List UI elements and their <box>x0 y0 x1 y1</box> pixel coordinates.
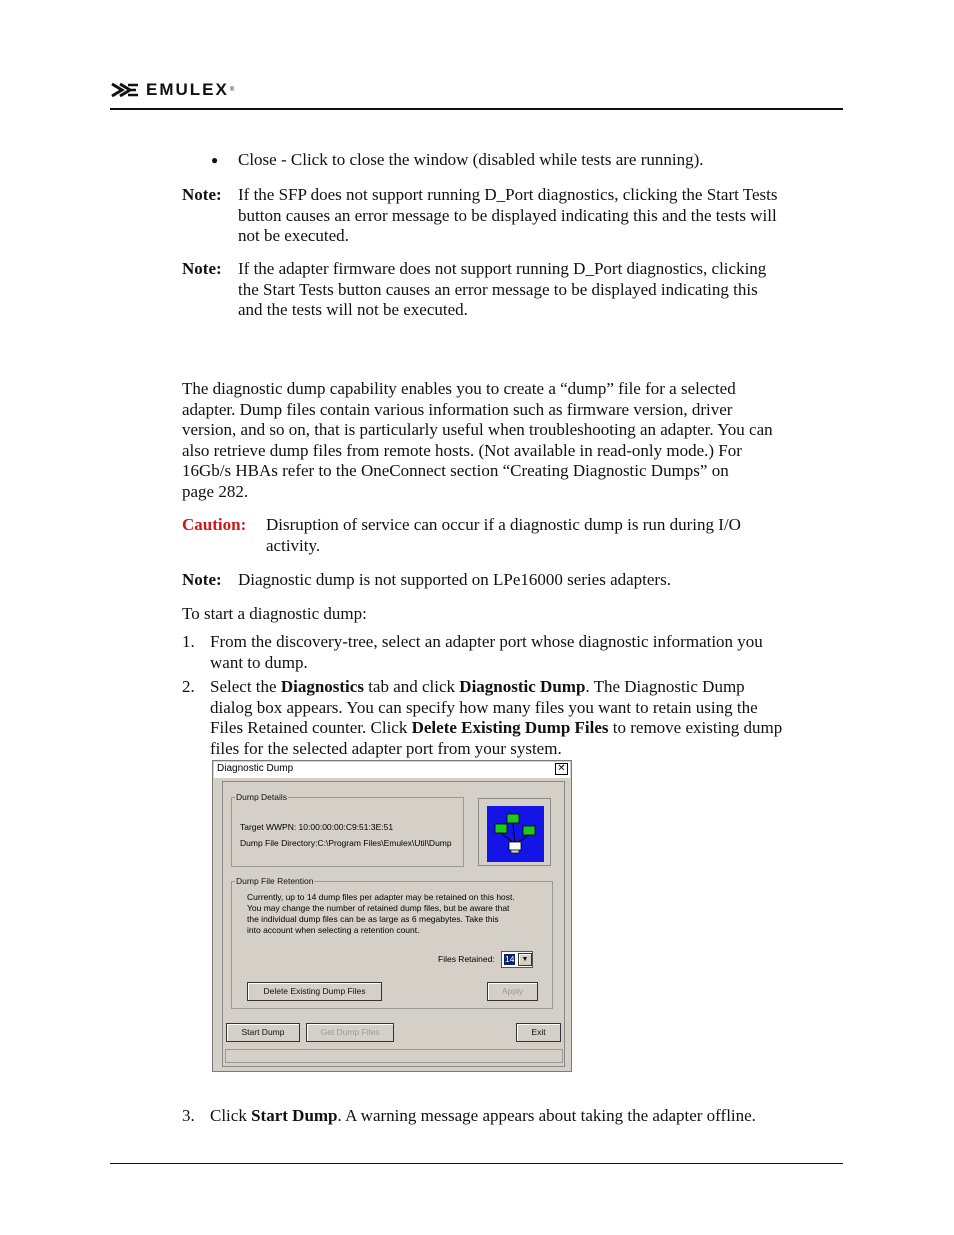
note3-text: Diagnostic dump is not supported on LPe16000 series adapters. <box>238 570 671 589</box>
target-wwpn: Target WWPN: 10:00:00:00:C9:51:3E:51 <box>240 822 394 832</box>
step3-text <box>210 1106 756 1127</box>
apply-button[interactable]: Apply <box>487 982 538 1001</box>
step2-line3 <box>210 718 782 739</box>
note2-line: If the adapter firmware does not support running D_Port diagnostics, clicking <box>238 259 767 278</box>
note3-label: Note: <box>182 570 222 589</box>
note1-line: If the SFP does not support running D_Port diagnostics, clicking the Start Tests <box>238 185 778 204</box>
dialog-status-bar <box>225 1049 563 1063</box>
chevron-down-icon[interactable]: ▼ <box>518 953 532 966</box>
intro-line: version, and so on, that is particularly useful when troubleshooting an adapter. You can <box>182 420 773 439</box>
retention-text <box>247 892 515 936</box>
delete-existing-dump-files-button[interactable]: Delete Existing Dump Files <box>247 982 382 1001</box>
intro-line: also retrieve dump files from remote hosts. (Not available in read-only mode.) For <box>182 440 742 460</box>
step1-text <box>210 632 763 673</box>
step2-number: 2. <box>182 677 195 696</box>
note2-line: and the tests will not be executed. <box>238 300 468 319</box>
emulex-logo-icon <box>110 82 140 98</box>
network-diagram-icon <box>487 806 544 862</box>
logo-tm: ® <box>229 87 235 93</box>
step2-l3b: Delete Existing Dump Files <box>411 718 609 737</box>
note1-line: button causes an error message to be displayed indicating this and the tests will <box>238 205 777 225</box>
note1-label: Note: <box>182 185 222 204</box>
step3-b: Start Dump <box>251 1106 338 1125</box>
intro-line: adapter. Dump files contain various information such as firmware version, driver <box>182 399 733 419</box>
retention-line: You may change the number of retained dump files, but be aware that <box>247 903 510 913</box>
get-dump-files-button[interactable]: Get Dump Files <box>306 1023 394 1042</box>
note2-line: the Start Tests button causes an error message to be displayed indicating this <box>238 279 758 299</box>
start-dump-button[interactable]: Start Dump <box>226 1023 300 1042</box>
step1-line: want to dump. <box>210 652 308 672</box>
retention-line: the individual dump files can be as large as 6 megabytes. Take this <box>247 914 499 924</box>
retention-label: Dump File Retention <box>236 876 314 886</box>
caution-line: activity. <box>266 535 321 555</box>
step3-c: . A warning message appears about taking the adapter offline. <box>337 1106 756 1125</box>
step3-number: 3. <box>182 1106 195 1125</box>
step2-text <box>210 677 782 759</box>
caution-label: Caution: <box>182 515 247 534</box>
step2-l1a: Select the <box>210 677 281 696</box>
network-icon <box>487 806 544 862</box>
files-retained-value: 14 <box>505 954 515 964</box>
bullet-close-text: Close - Click to close the window (disabled while tests are running). <box>238 150 704 169</box>
dialog-close-button[interactable]: ✕ <box>555 763 568 775</box>
dump-directory: Dump File Directory:C:\Program Files\Emulex\Util\Dump <box>240 838 452 848</box>
step2-l1c: tab and click <box>363 677 460 696</box>
step2-l1e: . The Diagnostic Dump <box>585 677 745 696</box>
step2-l3c: to remove existing dump <box>608 718 783 737</box>
files-retained-select[interactable] <box>501 951 533 968</box>
retention-line: Currently, up to 14 dump files per adapter may be retained on this host. <box>247 892 515 902</box>
logo-text: EMULEX <box>146 80 229 99</box>
step2-l1b: Diagnostics <box>280 677 364 696</box>
caution-text <box>266 515 741 556</box>
exit-button[interactable]: Exit <box>516 1023 561 1042</box>
note2-text <box>238 259 766 321</box>
note1-text <box>238 185 777 247</box>
step3-a: Click <box>210 1106 252 1125</box>
start-text: To start a diagnostic dump: <box>182 604 367 623</box>
intro-paragraph <box>182 379 773 502</box>
intro-line: 16Gb/s HBAs refer to the OneConnect section “Creating Diagnostic Dumps” on <box>182 461 729 480</box>
caution-line: Disruption of service can occur if a diagnostic dump is run during I/O <box>266 515 741 534</box>
footer-rule <box>110 1163 843 1164</box>
step2-l1d: Diagnostic Dump <box>459 677 586 696</box>
dialog-title: Diagnostic Dump <box>217 763 294 774</box>
bullet-icon: ● <box>211 153 219 167</box>
intro-line: The diagnostic dump capability enables you to create a “dump” file for a selected <box>182 379 736 398</box>
header-rule <box>110 108 843 110</box>
step2-line1 <box>210 677 782 698</box>
retention-line: into account when selecting a retention count. <box>247 925 420 935</box>
step2-line2: dialog box appears. You can specify how many files you want to retain using the <box>210 697 758 717</box>
note1-line: not be executed. <box>238 226 349 245</box>
step1-line: From the discovery-tree, select an adapter port whose diagnostic information you <box>210 632 763 651</box>
dump-details-label: Dump Details <box>236 792 288 802</box>
intro-line: page 282. <box>182 481 249 501</box>
files-retained-label: Files Retained: <box>438 954 495 964</box>
step1-number: 1. <box>182 632 195 651</box>
step2-l3a: Files Retained counter. Click <box>210 718 412 737</box>
emulex-logo <box>110 80 234 100</box>
step2-line4: files for the selected adapter port from your system. <box>210 738 562 758</box>
note2-label: Note: <box>182 259 222 278</box>
